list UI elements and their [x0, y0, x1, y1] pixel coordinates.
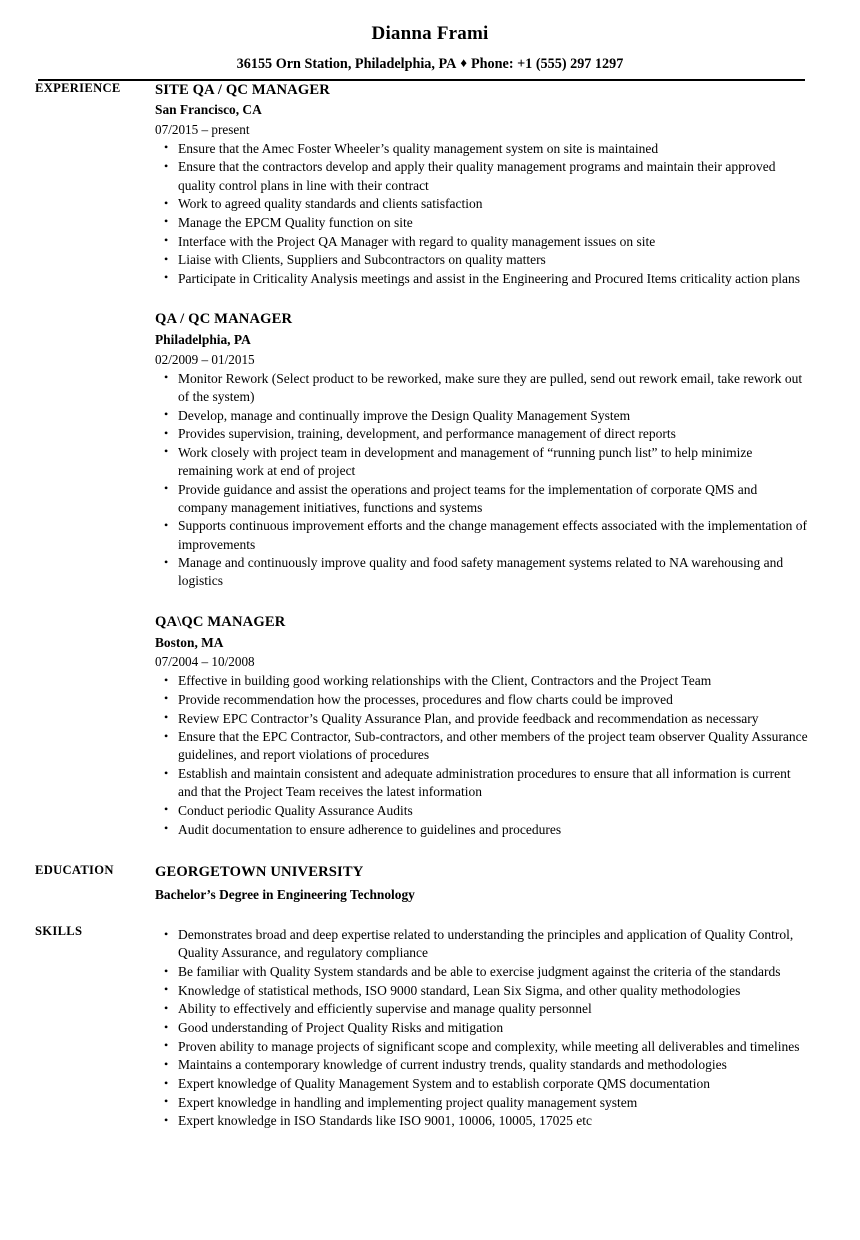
list-item: • Expert knowledge of Quality Management System and to establish corporate QMS documentation: [155, 1075, 808, 1093]
list-item: • Provides supervision, training, development, and performance management of direct reports: [155, 425, 808, 443]
spacer: [0, 839, 860, 863]
list-item: • Provide recommendation how the processes, procedures and flow charts could be improved: [155, 691, 808, 709]
job-entry: [155, 613, 808, 839]
job-entry: [155, 310, 808, 590]
candidate-name: Dianna Frami: [371, 23, 489, 44]
experience-content: [155, 81, 860, 289]
list-item: • Ensure that the contractors develop and apply their quality management programs and maintain their approved quality control plans in line with their contract: [155, 158, 808, 194]
list-item: • Monitor Rework (Select product to be reworked, make sure they are pulled, send out rework email, take rework out of the system): [155, 370, 808, 406]
list-item: • Interface with the Project QA Manager with regard to quality management issues on site: [155, 233, 808, 251]
education-school: GEORGETOWN UNIVERSITY: [155, 864, 364, 881]
list-item: • Ensure that the Amec Foster Wheeler’s quality management system on site is maintained: [155, 140, 808, 158]
section-experience: [0, 81, 860, 289]
job-title: QA / QC MANAGER: [155, 311, 293, 328]
experience-content: [155, 613, 860, 839]
list-item: • Ability to effectively and efficiently supervise and manage quality personnel: [155, 1000, 808, 1018]
job-bullet-list: [155, 140, 808, 288]
list-item: • Maintains a contemporary knowledge of current industry trends, quality standards and methodologies: [155, 1056, 808, 1074]
list-item: • Liaise with Clients, Suppliers and Subcontractors on quality matters: [155, 251, 808, 269]
skills-content: [155, 924, 860, 1131]
contact-line: [0, 56, 860, 73]
spacer: [0, 904, 860, 924]
education-content: [155, 863, 860, 904]
job-dates: 07/2015 – present: [155, 121, 250, 137]
resume-header: [0, 0, 860, 81]
job-dates: 02/2009 – 01/2015: [155, 351, 255, 367]
section-experience-job2: [0, 310, 860, 591]
job-bullet-list: [155, 672, 808, 838]
section-label-skills: SKILLS: [35, 924, 83, 939]
list-item: • Proven ability to manage projects of significant scope and complexity, while meeting all deliverables and timelines: [155, 1038, 808, 1056]
skills-bullet-list: [155, 926, 808, 1130]
section-label-experience: EXPERIENCE: [35, 80, 121, 95]
job-location: San Francisco, CA: [155, 102, 262, 118]
list-item: • Expert knowledge in handling and implementing project quality management system: [155, 1094, 808, 1112]
spacer: [0, 288, 860, 310]
list-item: • Conduct periodic Quality Assurance Audits: [155, 802, 808, 820]
job-location: Boston, MA: [155, 635, 224, 651]
list-item: • Be familiar with Quality System standards and be able to exercise judgment against the criteria of the standards: [155, 963, 808, 981]
job-entry: [155, 81, 808, 288]
job-title: QA\QC MANAGER: [155, 614, 286, 631]
job-bullet-list: [155, 370, 808, 591]
job-location: Philadelphia, PA: [155, 332, 251, 348]
diamond-separator-icon: ♦: [460, 54, 467, 70]
list-item: • Expert knowledge in ISO Standards like ISO 9001, 10006, 10005, 17025 etc: [155, 1112, 808, 1130]
list-item: • Audit documentation to ensure adherence to guidelines and procedures: [155, 821, 808, 839]
list-item: • Develop, manage and continually improve the Design Quality Management System: [155, 407, 808, 425]
list-item: • Demonstrates broad and deep expertise related to understanding the principles and application of Quality Control, Quality Assurance, and regulatory compliance: [155, 926, 808, 962]
job-dates: 07/2004 – 10/2008: [155, 654, 255, 670]
list-item: • Ensure that the EPC Contractor, Sub-contractors, and other members of the project team observer Quality Assurance guidelines, and report violations of procedures: [155, 728, 808, 764]
section-education: [0, 863, 860, 904]
list-item: • Supports continuous improvement efforts and the change management effects associated with the implementation of improvements: [155, 517, 808, 553]
list-item: • Work to agreed quality standards and clients satisfaction: [155, 195, 808, 213]
list-item: • Good understanding of Project Quality Risks and mitigation: [155, 1019, 808, 1037]
list-item: • Participate in Criticality Analysis meetings and assist in the Engineering and Procured Items criticality action plans: [155, 270, 808, 288]
list-item: • Manage the EPCM Quality function on site: [155, 214, 808, 232]
list-item: • Provide guidance and assist the operations and project teams for the implementation of corporate QMS and company management initiatives, functions and systems: [155, 481, 808, 517]
contact-address: 36155 Orn Station, Philadelphia, PA: [236, 55, 457, 72]
section-label-education: EDUCATION: [35, 863, 114, 878]
experience-content: [155, 310, 860, 591]
list-item: • Work closely with project team in development and management of “running punch list” to help minimize remaining work at end of project: [155, 444, 808, 480]
list-item: • Manage and continuously improve quality and food safety management systems related to NA warehousing and logistics: [155, 554, 808, 590]
section-skills: [0, 924, 860, 1131]
list-item: • Review EPC Contractor’s Quality Assurance Plan, and provide feedback and recommendation as necessary: [155, 710, 808, 728]
job-title: SITE QA / QC MANAGER: [155, 81, 330, 98]
education-degree: Bachelor’s Degree in Engineering Technology: [155, 887, 415, 903]
section-experience-job3: [0, 613, 860, 839]
contact-phone: Phone: +1 (555) 297 1297: [470, 55, 624, 72]
list-item: • Effective in building good working relationships with the Client, Contractors and the Project Team: [155, 672, 808, 690]
list-item: • Knowledge of statistical methods, ISO 9000 standard, Lean Six Sigma, and other quality methodologies: [155, 982, 808, 1000]
spacer: [0, 591, 860, 613]
list-item: • Establish and maintain consistent and adequate administration procedures to ensure that all information is current and that the Project Team receives the latest information: [155, 765, 808, 801]
